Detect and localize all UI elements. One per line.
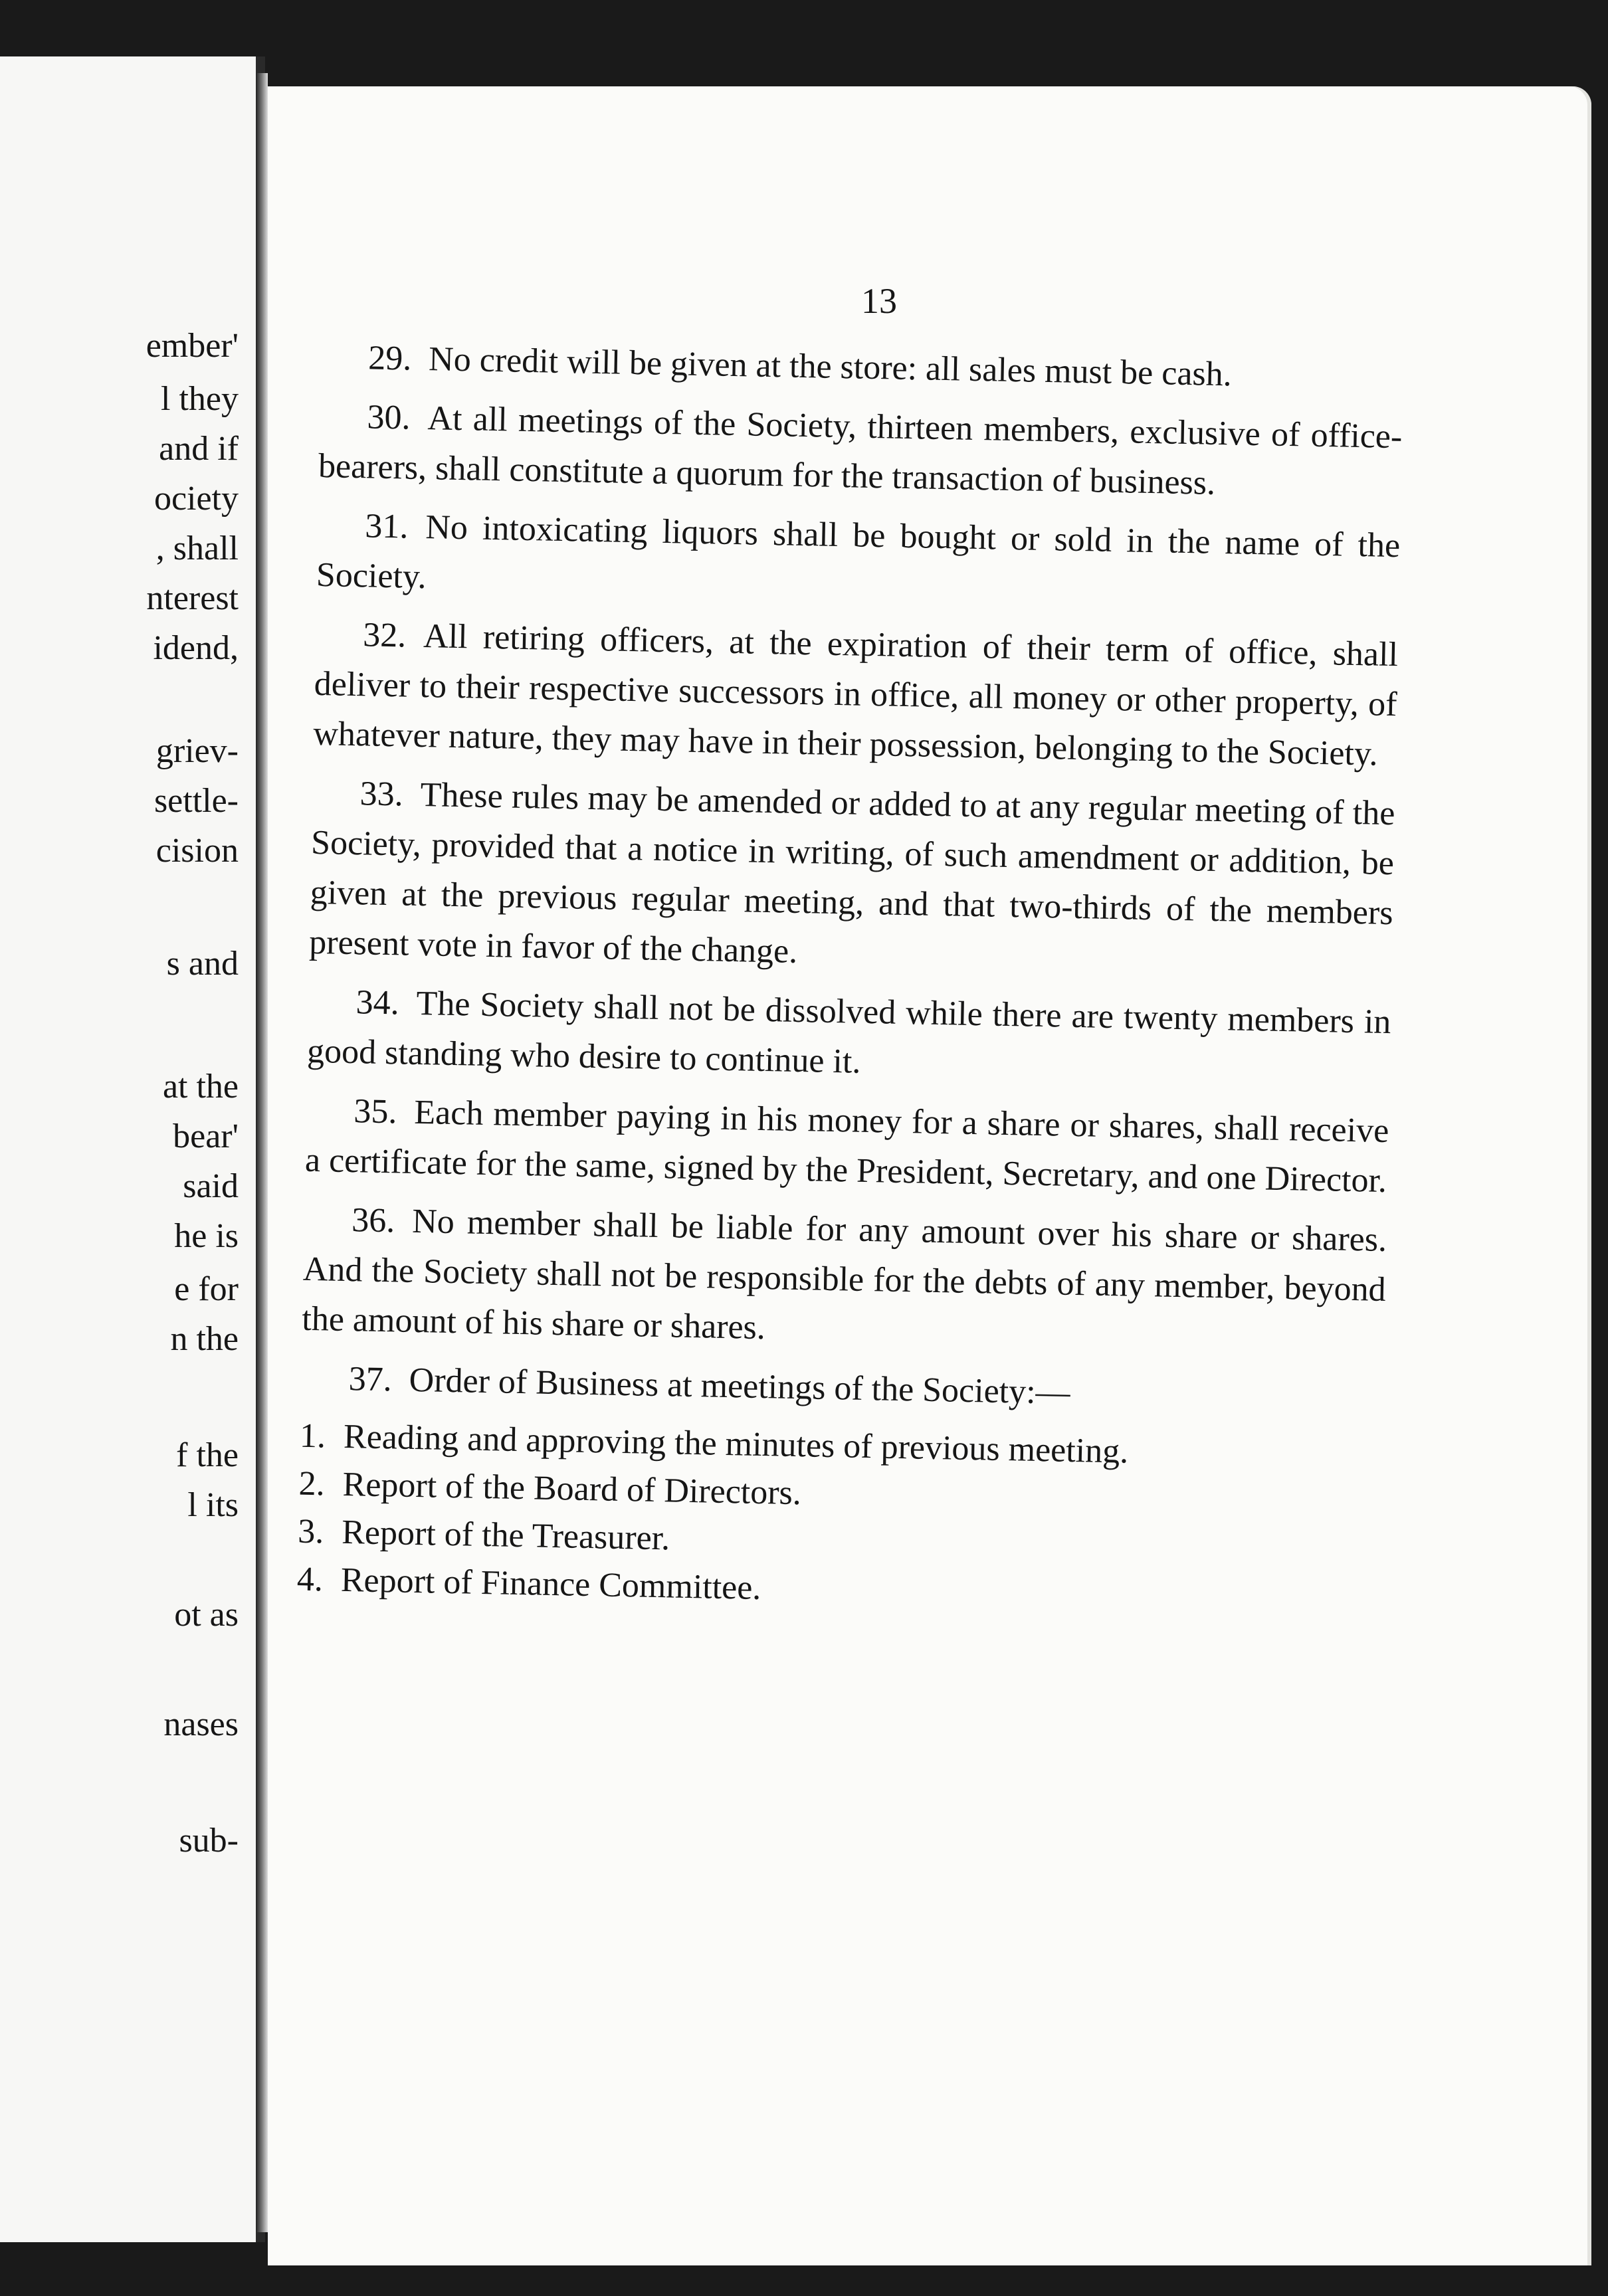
rule-text: No member shall be liable for any amount over his share or shares. And the Society shall not be responsible for the debts of any member, beyond the amount of his share or shares. [301, 1202, 1387, 1347]
left-page-fragment: said [183, 1167, 239, 1205]
list-item-text: Reading and approving the minutes of previous meeting. [343, 1417, 1129, 1471]
left-page-fragment: f the [176, 1436, 239, 1474]
rule-number: 36. [351, 1201, 395, 1240]
rule-text: No credit will be given at the store: all sales must be cash. [428, 340, 1233, 394]
rule-31 [316, 500, 1401, 621]
rule-number: 30. [367, 398, 411, 437]
left-page-fragment: , shall [155, 529, 239, 567]
rules-text [296, 332, 1403, 1624]
rule-34 [306, 977, 1391, 1097]
left-page-fragment: idend, [153, 629, 239, 667]
rule-text: All retiring officers, at the expiration of their term of office, shall deliver to their respective successors in office, all money or other property, of whatever nature, they may have in their possession, belonging to the Society. [312, 617, 1399, 773]
rule-number: 32. [362, 616, 407, 655]
rule-text: Order of Business at meetings of the Society:— [409, 1361, 1071, 1412]
rule-29 [320, 332, 1404, 403]
left-page-fragment: sub- [179, 1822, 239, 1860]
left-page-fragment: ociety [153, 480, 239, 518]
rule-number: 34. [355, 983, 400, 1022]
list-item-number: 3. [297, 1512, 324, 1551]
page-number: 13 [861, 281, 897, 321]
rule-text: These rules may be amended or added to at any regular meeting of the Society, provided that a notice in writing, of such amendment or addition, be given at the previous regular meeting, and that two-thirds of the members present vote in favor of the change. [308, 776, 1395, 971]
rule-37 [300, 1353, 1384, 1424]
rule-number: 37. [348, 1360, 393, 1399]
rule-33 [309, 768, 1395, 988]
left-page-fragment: at the [162, 1068, 239, 1105]
rule-number: 31. [364, 507, 409, 546]
left-page-fragment: settle- [153, 782, 239, 820]
left-page-fragment: griev- [155, 732, 239, 770]
left-page-fragment: e for [174, 1270, 239, 1308]
left-page-fragment: ember' [146, 327, 239, 365]
right-page [268, 86, 1591, 2265]
rule-number: 35. [353, 1092, 398, 1131]
list-item-number: 4. [296, 1560, 324, 1599]
left-page-fragment: he is [174, 1217, 239, 1255]
rule-36 [302, 1195, 1387, 1365]
left-page-fragment: nases [163, 1705, 239, 1743]
list-item-number: 2. [298, 1464, 326, 1503]
rule-number: 33. [359, 775, 404, 814]
left-page [0, 56, 265, 2242]
list-item-text: Report of the Board of Directors. [342, 1465, 802, 1513]
order-of-business-list [296, 1412, 1383, 1624]
left-page-fragment: ot as [174, 1596, 239, 1634]
list-item-text: Report of the Treasurer. [341, 1513, 670, 1558]
left-page-fragment: cision [155, 832, 239, 870]
list-item-text: Report of Finance Committee. [340, 1561, 761, 1608]
left-page-fragment: n the [170, 1320, 239, 1358]
list-item-number: 1. [299, 1416, 326, 1456]
rule-text: At all meetings of the Society, thirteen members, exclusive of office-bearers, shall constitute a quorum for the transaction of business. [318, 399, 1403, 502]
book-gutter [256, 73, 268, 2232]
rule-30 [318, 391, 1403, 512]
left-page-fragment: s and [166, 945, 239, 983]
rule-35 [304, 1086, 1389, 1206]
left-page-fragment: l they [161, 380, 239, 418]
rule-text: The Society shall not be dissolved while there are twenty members in good standing who desire to continue it. [306, 984, 1391, 1081]
left-page-fragment: bear' [173, 1117, 239, 1155]
rule-number: 29. [367, 339, 412, 378]
rule-text: Each member paying in his money for a share or shares, shall receive a certificate for the same, signed by the President, Secretary, and one Director. [304, 1093, 1389, 1200]
rule-32 [313, 609, 1399, 779]
left-page-fragment: l its [187, 1486, 239, 1524]
left-page-fragment: nterest [146, 579, 239, 617]
rule-text: No intoxicating liquors shall be bought or sold in the name of the Society. [316, 508, 1401, 597]
left-page-fragment: and if [159, 430, 239, 468]
